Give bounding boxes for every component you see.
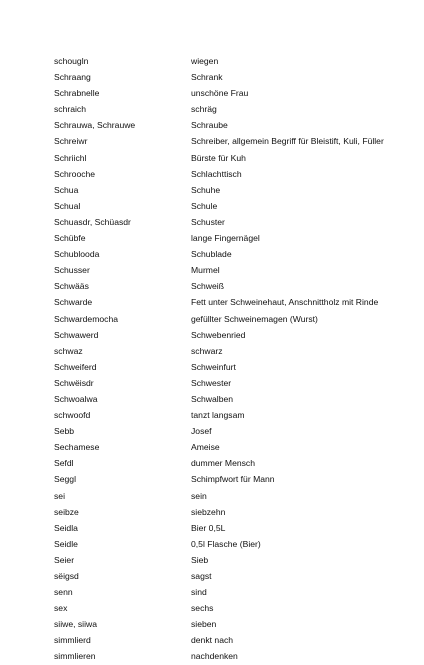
standard-german-meaning: Bier 0,5L — [191, 522, 226, 533]
standard-german-meaning: unschöne Frau — [191, 88, 249, 99]
glossary-row — [54, 343, 414, 359]
glossary-row — [54, 69, 414, 85]
standard-german-meaning: Schrank — [191, 72, 223, 83]
dialect-term: Sefdl — [54, 458, 74, 469]
standard-german-meaning: sieben — [191, 619, 217, 630]
dialect-term: Schübfe — [54, 233, 86, 244]
glossary-row — [54, 53, 414, 69]
standard-german-meaning: 0,5l Flasche (Bier) — [191, 538, 261, 549]
dialect-term: Schuasdr, Schüasdr — [54, 216, 131, 227]
dialect-term: Seier — [54, 554, 75, 565]
standard-german-meaning: Ameise — [191, 442, 220, 453]
dialect-term: seibze — [54, 506, 79, 517]
dialect-term: Seidla — [54, 522, 78, 533]
standard-german-meaning: Schwebenried — [191, 329, 246, 340]
glossary-row — [54, 117, 414, 133]
dialect-term: Schua — [54, 184, 79, 195]
dialect-term: Schual — [54, 200, 81, 211]
glossary-row — [54, 568, 414, 584]
glossary-row — [54, 616, 414, 632]
glossary-row — [54, 375, 414, 391]
standard-german-meaning: tanzt langsam — [191, 410, 245, 421]
dialect-term: senn — [54, 587, 73, 598]
standard-german-meaning: sein — [191, 490, 207, 501]
glossary-row — [54, 198, 414, 214]
standard-german-meaning: schwarz — [191, 345, 223, 356]
dialect-term: simmlierd — [54, 635, 91, 646]
standard-german-meaning: Josef — [191, 426, 212, 437]
glossary-row — [54, 166, 414, 182]
glossary-row — [54, 504, 414, 520]
glossary-row — [54, 246, 414, 262]
dialect-term: Schwääs — [54, 281, 89, 292]
glossary-row — [54, 439, 414, 455]
dialect-term: Schraang — [54, 72, 91, 83]
standard-german-meaning: Schublade — [191, 249, 232, 260]
standard-german-meaning: Schweiß — [191, 281, 224, 292]
glossary-row — [54, 536, 414, 552]
standard-german-meaning: Schule — [191, 200, 218, 211]
glossary-row — [54, 214, 414, 230]
standard-german-meaning: Schuhe — [191, 184, 221, 195]
standard-german-meaning: schräg — [191, 104, 217, 115]
glossary-row — [54, 101, 414, 117]
glossary-row — [54, 262, 414, 278]
standard-german-meaning: denkt nach — [191, 635, 234, 646]
glossary-row — [54, 85, 414, 101]
dialect-term: Seggl — [54, 474, 76, 485]
glossary-row — [54, 407, 414, 423]
dialect-term: siiwe, siiwa — [54, 619, 97, 630]
standard-german-meaning: sind — [191, 587, 207, 598]
standard-german-meaning: Schweinfurt — [191, 361, 236, 372]
dialect-term: Schrooche — [54, 168, 96, 179]
glossary-row — [54, 455, 414, 471]
dialect-term: Schriichl — [54, 152, 87, 163]
standard-german-meaning: Schraube — [191, 120, 228, 131]
glossary-row — [54, 150, 414, 166]
glossary-row — [54, 632, 414, 648]
glossary-row — [54, 600, 414, 616]
standard-german-meaning: Fett unter Schweinehaut, Anschnittholz mit Rinde — [191, 297, 379, 308]
glossary-row — [54, 311, 414, 327]
glossary-row — [54, 182, 414, 198]
standard-german-meaning: Schwester — [191, 377, 232, 388]
glossary-table — [54, 53, 414, 665]
standard-german-meaning: Schreiber, allgemein Begriff für Bleistift, Kuli, Füller — [191, 136, 384, 147]
dialect-term: Sebb — [54, 426, 75, 437]
standard-german-meaning: sechs — [191, 603, 214, 614]
standard-german-meaning: Schwalben — [191, 393, 234, 404]
standard-german-meaning: Schimpfwort für Mann — [191, 474, 275, 485]
standard-german-meaning: gefüllter Schweinemagen (Wurst) — [191, 313, 318, 324]
standard-german-meaning: siebzehn — [191, 506, 226, 517]
dialect-term: Sechamese — [54, 442, 100, 453]
standard-german-meaning: Schuster — [191, 216, 225, 227]
glossary-row — [54, 423, 414, 439]
standard-german-meaning: Murmel — [191, 265, 220, 276]
standard-german-meaning: nachdenken — [191, 651, 238, 662]
standard-german-meaning: Sieb — [191, 554, 209, 565]
dialect-term: schwaz — [54, 345, 83, 356]
glossary-row — [54, 648, 414, 664]
dialect-term: Schwëisdr — [54, 377, 94, 388]
dialect-term: schraich — [54, 104, 86, 115]
glossary-row — [54, 327, 414, 343]
glossary-row — [54, 471, 414, 487]
glossary-row — [54, 359, 414, 375]
dialect-term: sex — [54, 603, 68, 614]
glossary-row — [54, 552, 414, 568]
dialect-term: schwoofd — [54, 410, 91, 421]
dialect-term: Schublooda — [54, 249, 100, 260]
dialect-term: Schusser — [54, 265, 90, 276]
dialect-term: simmlieren — [54, 651, 96, 662]
glossary-row — [54, 230, 414, 246]
dialect-term: Schwawerd — [54, 329, 99, 340]
dialect-term: Schrabnelle — [54, 88, 100, 99]
standard-german-meaning: dummer Mensch — [191, 458, 255, 469]
dialect-term: schougln — [54, 56, 89, 66]
glossary-row — [54, 294, 414, 310]
dialect-term: sei — [54, 490, 65, 501]
dialect-term: Schwarde — [54, 297, 93, 308]
glossary-row — [54, 391, 414, 407]
dialect-term: Schrauwa, Schrauwe — [54, 120, 136, 131]
dialect-term: Schweiferd — [54, 361, 97, 372]
standard-german-meaning: sagst — [191, 571, 212, 581]
standard-german-meaning: lange Fingernägel — [191, 233, 260, 244]
standard-german-meaning: Bürste für Kuh — [191, 152, 246, 163]
glossary-row — [54, 133, 414, 149]
standard-german-meaning: wiegen — [191, 56, 219, 66]
glossary-row — [54, 488, 414, 504]
dialect-term: sëigsd — [54, 571, 79, 581]
standard-german-meaning: Schlachttisch — [191, 168, 242, 179]
dialect-term: Schwoalwa — [54, 393, 98, 404]
glossary-row — [54, 278, 414, 294]
dialect-term: Seidle — [54, 538, 78, 549]
dialect-term: Schwardemocha — [54, 313, 119, 324]
dialect-term: Schreiwr — [54, 136, 88, 147]
glossary-row — [54, 584, 414, 600]
glossary-row — [54, 520, 414, 536]
